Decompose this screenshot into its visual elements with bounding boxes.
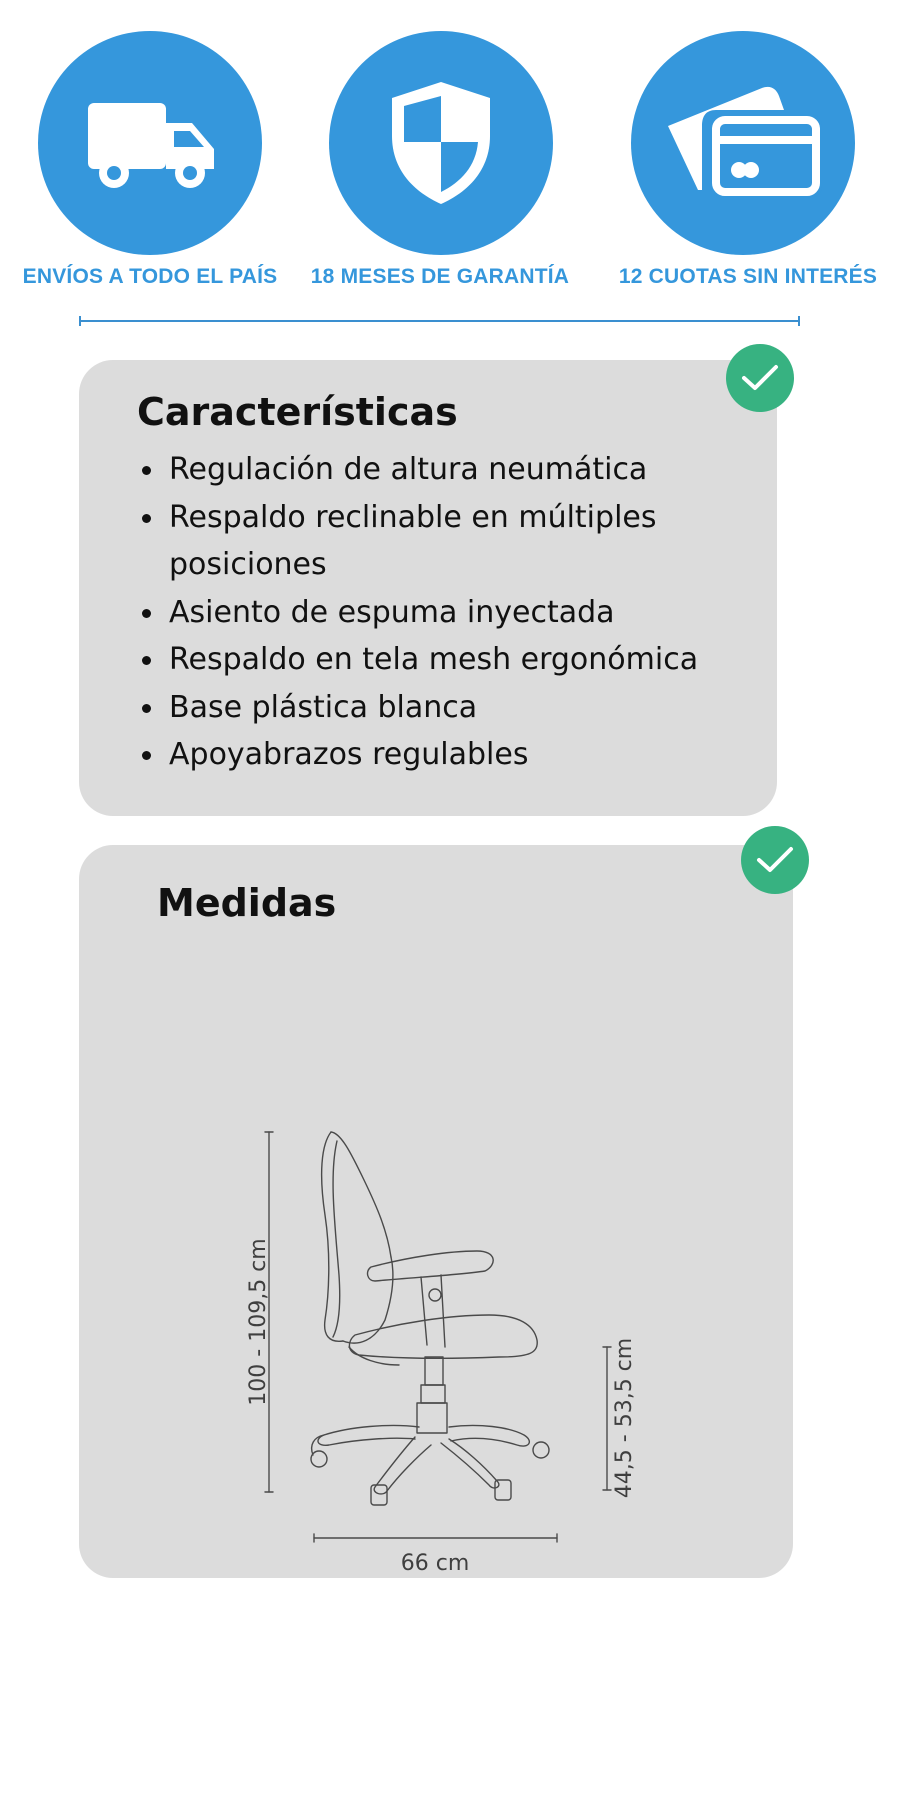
chair-diagram (179, 975, 699, 1576)
check-icon (741, 826, 809, 894)
benefit-installments (598, 31, 898, 289)
feature-item: Respaldo en tela mesh ergonómica (137, 636, 757, 684)
benefit-warranty (290, 31, 590, 289)
benefit-label-installments: 12 CUOTAS SIN INTERÉS (618, 265, 878, 288)
feature-item: Base plástica blanca (137, 684, 757, 732)
feature-item: Asiento de espuma inyectada (137, 589, 757, 637)
feature-item: Respaldo reclinable en múltiples posiciones (137, 494, 757, 589)
benefit-label-shipping: ENVÍOS A TODO EL PAÍS (22, 265, 278, 288)
truck-icon (80, 93, 220, 193)
dimension-height-label: 100 - 109,5 cm (246, 1238, 271, 1406)
shipping-badge (38, 31, 262, 255)
shield-icon (386, 78, 496, 208)
feature-item: Apoyabrazos regulables (137, 731, 757, 779)
benefit-shipping (0, 31, 300, 289)
dimension-width-label: 66 cm (400, 1551, 470, 1576)
sizes-card (79, 845, 793, 1578)
features-title: Características (137, 390, 458, 434)
check-icon (726, 344, 794, 412)
benefit-label-warranty: 18 MESES DE GARANTÍA (310, 265, 570, 288)
features-card (79, 360, 777, 816)
dimension-seat-height-label: 44,5 - 53,5 cm (612, 1337, 637, 1499)
feature-item: Regulación de altura neumática (137, 446, 757, 494)
section-divider (79, 320, 800, 322)
warranty-badge (329, 31, 553, 255)
sizes-title: Medidas (157, 881, 337, 925)
credit-card-icon (658, 78, 828, 208)
installments-badge (631, 31, 855, 255)
features-list (137, 446, 757, 779)
